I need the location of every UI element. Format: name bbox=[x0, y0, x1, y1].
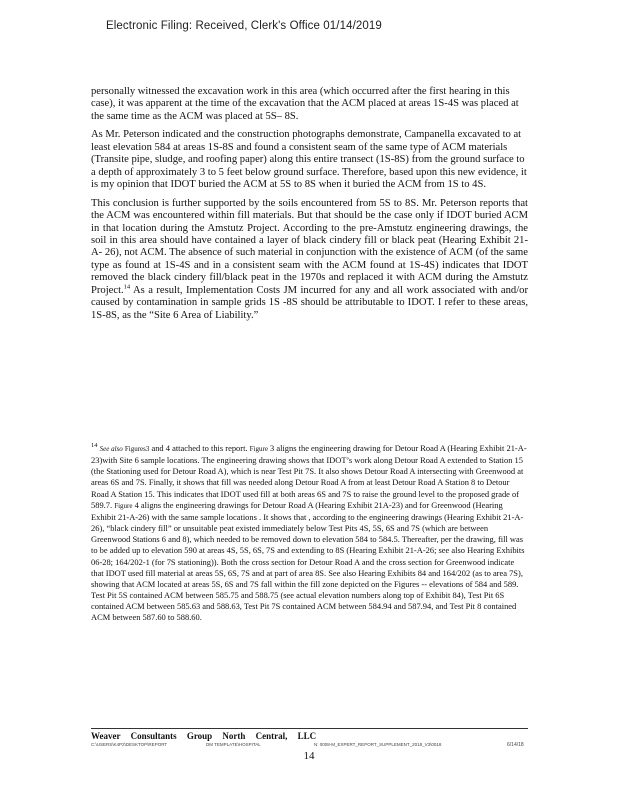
footer-path-meta: C:\USERS\K4P2\DESKTOP\REPORT bbox=[91, 742, 168, 747]
paragraph-3-part-a: This conclusion is further supported by the soils encountered from 5S to 8S. Mr. Peterson reports that the ACM was encountered within fill materials. But that should be the case only if IDOT buried ACM in that location during the Amstutz Project. According to the pre-Amstutz engineering drawings, the soil in this area should have contained a layer of black cindery fill or black peat (Hearing Exhibit 21-A- 26), not ACM. The absence of such material in conjunction with the existence of ACM (of the same type as found at 1S-4S and in a consistent seam with the ACM found at 1S-4S) indicates that IDOT removed the black cindery fill/black peat in the 1970s and replaced it with ACM during the Amstutz Project. bbox=[91, 197, 528, 296]
paragraph-3 bbox=[91, 198, 528, 323]
report-body bbox=[91, 86, 528, 328]
page-number: 14 bbox=[303, 750, 315, 762]
paragraph-2: As Mr. Peterson indicated and the construction photographs demonstrate, Campanella excavated to at least elevation 584 at areas 1S-8S and found a consistent seam of the same type of ACM materials (Transite pipe, sludge, and roofing paper) along this entire transect (1S-8S) from the ground surface to a depth of approximately 3 to 5 feet below ground surface. Therefore, based upon this new evidence, it is my opinion that IDOT buried the ACM at 5S to 8S when it buried the ACM from 1S to 4S. bbox=[91, 129, 527, 191]
footnote-figure-word-a: Figure bbox=[249, 445, 268, 453]
footnote-fig-a: 3 bbox=[145, 445, 150, 453]
footnote-text-2: aligns the engineering drawing for Detour Road A (Hearing Exhibit 21-A-23)with Site 6 sample locations. The engineering drawing shows that IDOT’s work along Detour Road A extended to Station 15 (the Stationing used for Detour Road A), which is near Test Pit 7S. It also shows Detour Road A intersecting with Greenwood at areas 6S and 7S. Finally, it shows that fill was needed along Detour Road A from at least Detour Road A Station 8 to Detour Road A Station 15. This indicates that IDOT used fill at both areas 6S and 7S to raise the ground level to the proposed grade of 589.7. bbox=[91, 443, 527, 510]
footer-template-meta: DM TEMPLATE\HOSPITAL bbox=[206, 742, 261, 747]
footnote-reference-14[interactable]: 14 bbox=[123, 283, 131, 291]
footnote-and: and bbox=[151, 443, 164, 453]
footnote-number: 14 bbox=[91, 442, 98, 450]
footer-firm-name: Weaver Consultants Group North Central, LLC bbox=[91, 731, 317, 741]
footnote-14 bbox=[91, 443, 528, 624]
footnote-num-3: 3 bbox=[270, 443, 275, 453]
footnote-text-1: attached to this report. bbox=[172, 443, 248, 453]
footnote-fig-b: 4 bbox=[165, 443, 170, 453]
footer-rule bbox=[91, 728, 528, 729]
footnote-num-4: 4 bbox=[134, 499, 139, 510]
footer-file-meta: N: 0008-M_EXPERT_REPORT_SUPPLEMENT_2018_V3\0018 bbox=[314, 742, 442, 747]
footnote-figures-word: Figures bbox=[124, 445, 146, 453]
paragraph-3-part-b: As a result, Implementation Costs JM incurred for any and all work associated with and/or caused by contamination in sample grids 1S -8S should be attributable to IDOT. I refer to these areas, 1S-8S, as the “Site 6 Area of Liability.” bbox=[91, 284, 528, 321]
filing-stamp-header: Electronic Filing: Received, Clerk's Office 01/14/2019 bbox=[106, 20, 382, 32]
footer-date: 6/14/18 bbox=[507, 742, 524, 748]
footnote-text-3: aligns the engineering drawings for Detour Road A (Hearing Exhibit 21A-23) and for Greenwood (Hearing Exhibit 21-A-26) with the same sample locations . It shows that , according to the engineering drawings (Hearing Exhibit 21-A-26), “black cindery fill” or unsuitable peat existed immediately below Test Pits 4S, 5S, 6S and 7S (which are between Greenwood Stations 6 and 8), which needed to be removed down to elevation 584 to 584.5. Thereafter, per the drawing, fill was to be added up to elevation 590 at areas 4S, 5S, 6S, 7S and extending to 8S (Hearing Exhibit 21-A-26; see also Hearing Exhibits 06-28; 164/202-1 (for 7S stationing)). Both the cross section for Detour Road A and the cross section for Greenwood indicate that IDOT used fill material at areas 5S, 6S, 7S and at part of area 8S. See also Hearing Exhibits 84 and 164/202 (as to area 7S), showing that ACM located at areas 5S, 6S and 7S fall within the fill zone depicted on the Figures -- elevations of 584 and 589. Test Pit 5S contained ACM between 585.75 and 588.75 (see actual elevation numbers along top of Exhibit 84), Test Pit 6S contained ACM between 585.63 and 588.63, Test Pit 7S contained ACM between 584.94 and 587.94, and Test Pit 8 contained ACM between 587.60 to 588.60. bbox=[91, 499, 525, 623]
paragraph-1: personally witnessed the excavation work in this area (which occurred after the first hearing in this case), it was apparent at the time of the excavation that the ACM placed at areas 1S-4S was placed at the same time as the ACM was placed at 5S– 8S. bbox=[91, 86, 519, 122]
footnote-figure-word-b: Figure bbox=[114, 501, 133, 510]
footnote-see-also: See also bbox=[99, 445, 123, 453]
